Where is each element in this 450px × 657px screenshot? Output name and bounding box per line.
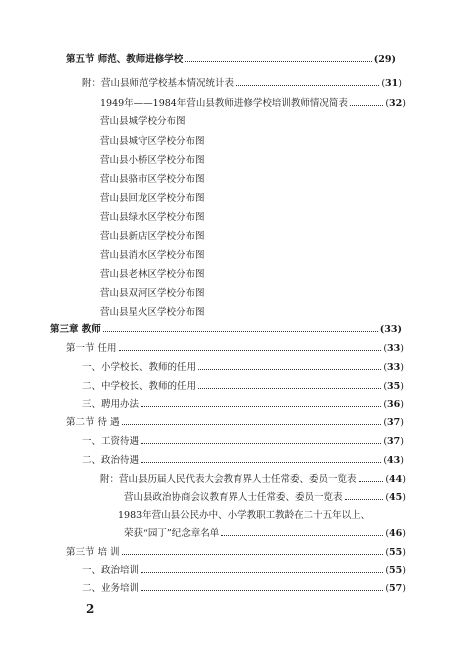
toc-entry-item <box>82 455 404 467</box>
dot-leader <box>141 572 383 573</box>
toc-entry-label: 二、政治待遇 <box>82 455 140 466</box>
toc-entry-page: (44) <box>385 474 406 485</box>
toc-entry-label: 营山县政治协商会议教育界人士任常委、委员一览表 <box>124 492 343 503</box>
toc-entry-appendix-normal-school <box>82 78 402 90</box>
toc-entry-page: (43) <box>383 455 404 466</box>
toc-entry-label: 营山县小桥区学校分布图 <box>100 155 205 166</box>
toc-entry-page: (45) <box>385 492 406 503</box>
toc-entry-label: 二、业务培训 <box>82 583 140 594</box>
dot-leader <box>345 499 384 500</box>
dot-leader <box>359 481 384 482</box>
toc-entry-label: 第一节 任用 <box>66 343 117 354</box>
dot-leader <box>185 61 371 62</box>
dot-leader <box>236 85 379 86</box>
toc-entry-appendix <box>100 474 406 486</box>
dot-leader <box>198 388 381 389</box>
toc-entry-map <box>100 174 205 186</box>
toc-entry-section2 <box>66 417 404 429</box>
toc-entry-label: 1983年营山县公民办中、小学教职工教龄在二十五年以上、 <box>118 510 371 521</box>
toc-entry-section1 <box>66 343 404 355</box>
toc-entry-map <box>100 269 205 281</box>
toc-entry-map <box>100 155 205 167</box>
toc-entry-label: 第二节 待 遇 <box>66 417 120 428</box>
dot-leader <box>119 350 382 351</box>
toc-entry-map <box>100 116 186 128</box>
toc-entry-label: 附：营山县师范学校基本情况统计表 <box>82 78 235 89</box>
page-number: 2 <box>86 602 95 616</box>
toc-entry-chapter3 <box>50 324 402 336</box>
toc-entry-page: (36) <box>383 399 404 410</box>
toc-entry-label: 三、聘用办法 <box>82 399 140 410</box>
toc-entry-map <box>100 212 205 224</box>
toc-entry-item <box>82 436 404 448</box>
toc-entry-training-table <box>100 98 406 110</box>
toc-entry-map <box>100 288 205 300</box>
toc-entry-page: (57) <box>385 583 406 594</box>
dot-leader <box>141 406 381 407</box>
toc-entry-label: 一、政治培训 <box>82 565 140 576</box>
toc-entry-section5 <box>66 54 396 66</box>
toc-entry-page: (35) <box>383 381 404 392</box>
toc-entry-label: 营山县回龙区学校分布图 <box>100 193 205 204</box>
toc-entry-map <box>100 136 205 148</box>
toc-entry-page: (33) <box>383 362 404 373</box>
toc-entry-map <box>100 193 205 205</box>
dot-leader <box>122 554 384 555</box>
toc-entry-appendix <box>124 492 406 504</box>
toc-entry-label: 营山县双河区学校分布图 <box>100 288 205 299</box>
toc-entry-page: (55) <box>385 565 406 576</box>
toc-entry-section3 <box>66 547 406 559</box>
toc-entry-page: (32) <box>385 98 406 109</box>
toc-entry-label: 一、工资待遇 <box>82 436 140 447</box>
dot-leader <box>141 462 381 463</box>
toc-entry-label: 营山县消水区学校分布图 <box>100 250 205 261</box>
toc-entry-item <box>82 565 406 577</box>
dot-leader <box>122 424 382 425</box>
toc-entry-label: 营山县新店区学校分布图 <box>100 231 205 242</box>
toc-entry-page: (55) <box>385 547 406 558</box>
toc-entry-appendix-line2 <box>124 528 406 540</box>
toc-entry-label: 第三节 培 训 <box>66 547 120 558</box>
toc-entry-label: 二、中学校长、教师的任用 <box>82 381 197 392</box>
toc-entry-map <box>100 250 205 262</box>
toc-entry-map <box>100 231 205 243</box>
toc-entry-page: (29) <box>373 54 396 65</box>
toc-entry-label: 附：营山县历届人民代表大会教育界人士任常委、委员一览表 <box>100 474 357 485</box>
dot-leader <box>141 590 383 591</box>
toc-entry-appendix-line1 <box>118 510 370 522</box>
toc-entry-label: 营山县绿水区学校分布图 <box>100 212 205 223</box>
toc-entry-page: (46) <box>385 528 406 539</box>
toc-entry-item <box>82 381 404 393</box>
toc-entry-label: 第三章 教师 <box>50 324 101 335</box>
toc-entry-page: (33) <box>379 324 402 335</box>
dot-leader <box>198 369 381 370</box>
dot-leader <box>350 105 383 106</box>
toc-entry-label: 荣获“园丁”纪念章名单 <box>124 528 220 539</box>
toc-entry-page: (37) <box>383 417 404 428</box>
toc-entry-label: 营山县星火区学校分布图 <box>100 307 205 318</box>
toc-entry-item <box>82 583 406 595</box>
dot-leader <box>141 443 381 444</box>
toc-entry-item <box>82 362 404 374</box>
toc-entry-label: 营山县骆市区学校分布图 <box>100 174 205 185</box>
dot-leader <box>103 331 378 332</box>
toc-entry-page: (31) <box>381 78 402 89</box>
toc-entry-label: 营山县老林区学校分布图 <box>100 269 205 280</box>
toc-entry-label: 营山县城守区学校分布图 <box>100 136 205 147</box>
toc-entry-item <box>82 399 404 411</box>
toc-entry-map <box>100 307 205 319</box>
toc-entry-page: (33) <box>383 343 404 354</box>
toc-entry-label: 1949年——1984年营山县教师进修学校培训教师情况简表 <box>100 98 348 109</box>
toc-entry-label: 第五节 师范、教师进修学校 <box>66 54 184 65</box>
toc-entry-label: 一、小学校长、教师的任用 <box>82 362 197 373</box>
dot-leader <box>221 535 383 536</box>
toc-entry-label: 营山县城学校分布图 <box>100 116 186 127</box>
toc-entry-page: (37) <box>383 436 404 447</box>
